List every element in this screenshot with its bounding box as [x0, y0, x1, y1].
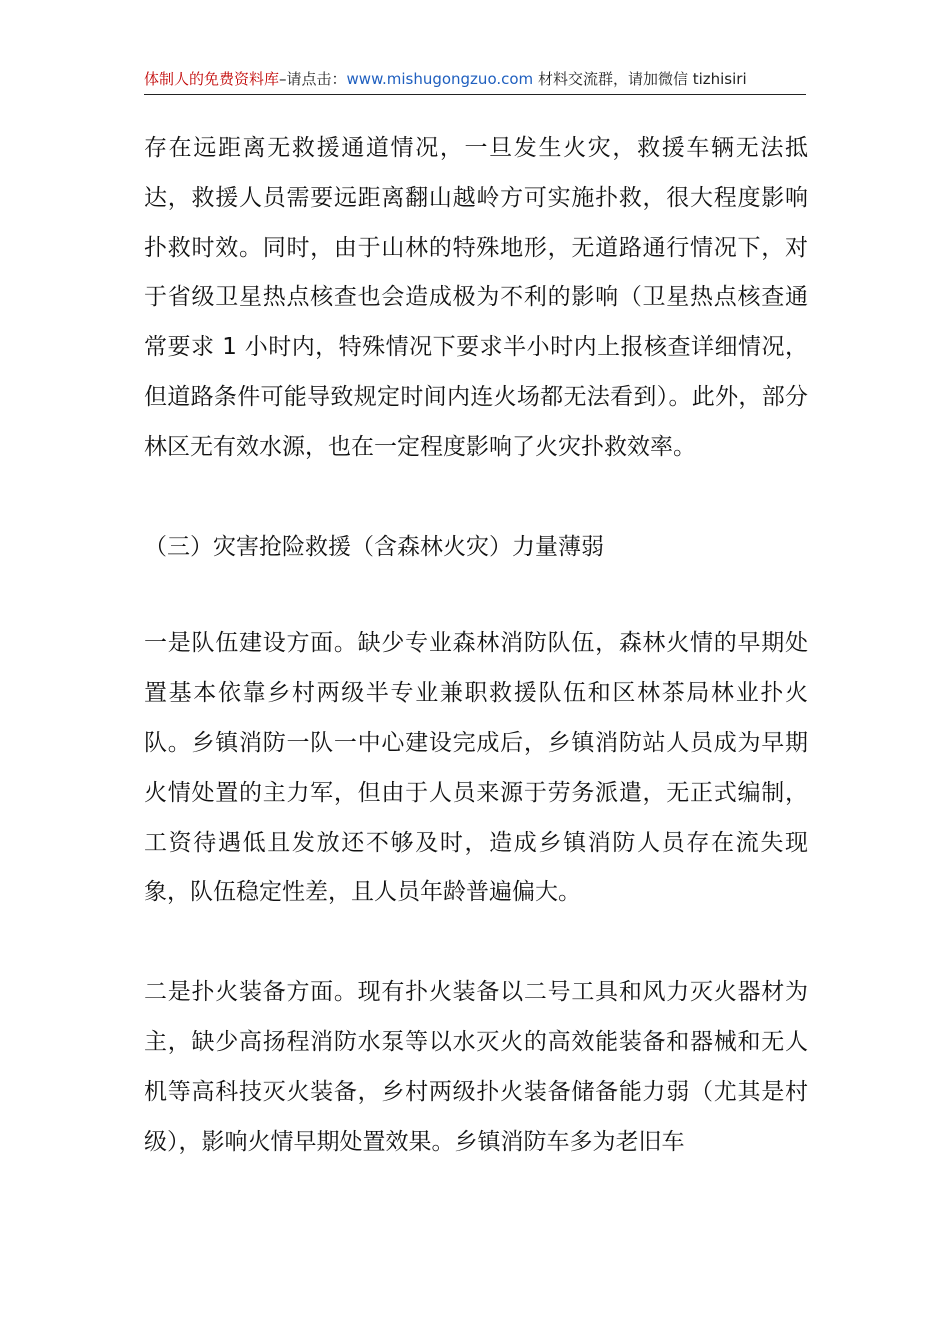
document-body [144, 124, 808, 1167]
header-contact-text: 材料交流群，请加微信 tizhisiri [533, 70, 747, 88]
paragraph-rescue-access: 存在远距离无救援通道情况，一旦发生火灾，救援车辆无法抵达，救援人员需要远距离翻山越岭方可实施扑救，很大程度影响扑救时效。同时，由于山林的特殊地形，无道路通行情况下，对于省级卫星热点核查也会造成极为不利的影响（卫星热点核查通常要求 1 小时内，特殊情况下要求半小时内上报核查详细情况，但道路条件可能导致规定时间内连火场都无法看到）。此外，部分林区无有效水源，也在一定程度影响了火灾扑救效率。 [144, 135, 808, 460]
page-header [144, 68, 806, 95]
header-brand: 体制人的免费资料库 [144, 70, 280, 88]
header-url-link[interactable]: www.mishugongzuo.com [346, 70, 534, 88]
paragraph-team-building: 一是队伍建设方面。缺少专业森林消防队伍，森林火情的早期处置基本依靠乡村两级半专业兼职救援队伍和区林茶局林业扑火队。乡镇消防一队一中心建设完成后，乡镇消防站人员成为早期火情处置的主力军，但由于人员来源于劳务派遣，无正式编制，工资待遇低且发放还不够及时，造成乡镇消防人员存在流失现象，队伍稳定性差，且人员年龄普遍偏大。 [144, 630, 808, 906]
section-heading-3: （三）灾害抢险救援（含森林火灾）力量薄弱 [144, 533, 604, 560]
paragraph-equipment: 二是扑火装备方面。现有扑火装备以二号工具和风力灭火器材为主，缺少高扬程消防水泵等以水灭火的高效能装备和器械和无人机等高科技灭火装备，乡村两级扑火装备储备能力弱（尤其是村级），影响火情早期处置效果。乡镇消防车多为老旧车 [144, 979, 808, 1155]
header-prompt: –请点击： [279, 70, 347, 88]
